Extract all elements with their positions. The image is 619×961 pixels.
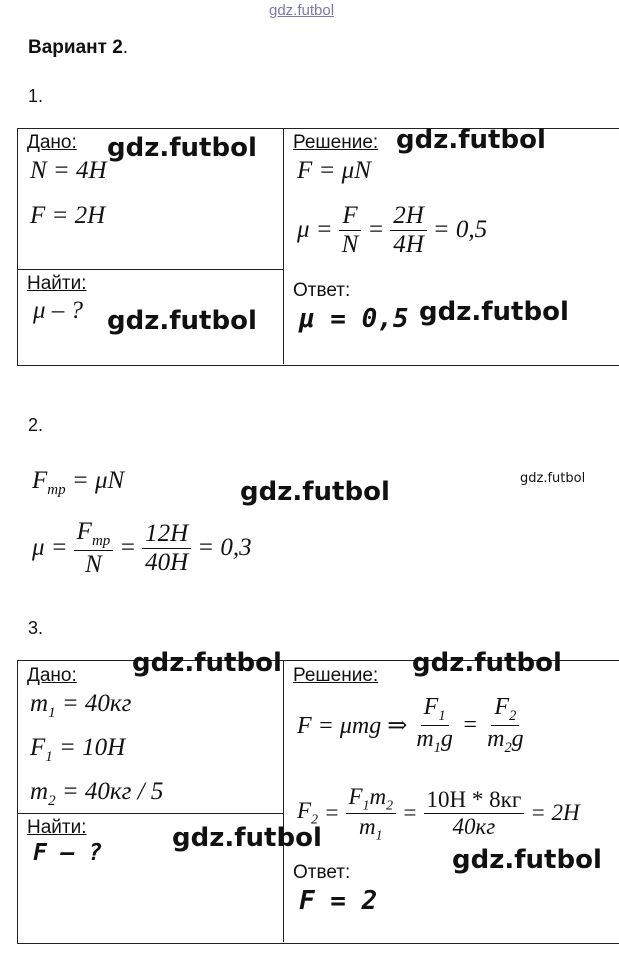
task3-eq1-frac2-num: [491, 694, 519, 726]
task3-given-m1-sub: 1: [48, 705, 56, 721]
task1-formula: F = μN: [297, 157, 371, 184]
watermark-top: gdz.futbol: [269, 2, 335, 19]
task2-frac1-num-sub: mp: [91, 533, 111, 549]
task2-frac1: [74, 518, 114, 578]
task3-eq2-equals1: =: [323, 800, 340, 826]
task1-solution-header: Решение:: [293, 132, 379, 153]
task1-given-f: F = 2H: [30, 202, 106, 229]
task3-given-f1: [30, 734, 125, 766]
task1-given-header: Дано:: [27, 132, 77, 153]
task3-eq1-frac1-num-sub: 1: [438, 707, 446, 724]
task2-frac2-den: 40H: [145, 548, 189, 576]
task3-eq2-lhs-text: F: [297, 798, 312, 824]
task2-result: = 0,3: [197, 534, 252, 561]
task2-mu-lhs: μ =: [32, 534, 68, 561]
task3-eq1-frac2-den-tail: g: [511, 725, 524, 752]
task3-eq1-lhs: F = μmg ⇒: [297, 712, 408, 739]
watermark: gdz.futbol: [412, 648, 562, 678]
task3-eq1-frac1-den: [413, 726, 456, 757]
task1-frac1-den: N: [341, 230, 359, 258]
task3-given-m2-var: m: [30, 778, 49, 805]
task3-given-m2-rhs: = 40кг / 5: [61, 778, 164, 805]
task1-number: 1.: [28, 86, 44, 106]
task3-eq2-frac2: [424, 787, 525, 839]
task3-eq1: [297, 694, 527, 756]
watermark: gdz.futbol: [172, 823, 322, 853]
variant-title: [28, 37, 128, 59]
task2-formula-lhs: F: [32, 467, 48, 494]
watermark: gdz.futbol: [419, 297, 569, 327]
task3-eq1-frac1-num: [421, 694, 449, 726]
task1-find-divider: [17, 269, 283, 270]
task3-number: 3.: [28, 618, 44, 638]
task2-equals: =: [119, 534, 137, 561]
task3-answer-header: Ответ:: [293, 862, 351, 883]
watermark-small: gdz.futbol: [520, 471, 586, 486]
variant-title-dot: .: [122, 37, 129, 58]
task1-frac1-num: F: [339, 202, 360, 231]
task2-frac1-den: N: [85, 550, 102, 578]
task1-frac2-num: 2H: [390, 202, 427, 231]
task1-given-n: N = 4H: [30, 157, 107, 184]
task1-answer: μ = 0,5: [299, 304, 409, 334]
watermark: gdz.futbol: [452, 845, 602, 875]
task3-given-f1-var: F: [30, 734, 46, 761]
task1-answer-header: Ответ:: [293, 280, 351, 301]
task3-given-m2-sub: 2: [48, 793, 56, 809]
task3-answer: F = 2: [299, 886, 378, 916]
task1-frac2-den: 4H: [393, 230, 424, 258]
task3-divider: [283, 660, 284, 942]
task3-eq2-equals2: =: [402, 800, 418, 826]
task1-frac1: [339, 202, 362, 258]
task3-eq2-frac1-num-m: m: [369, 784, 387, 809]
task2-mu-equation: [32, 518, 252, 578]
task1-find: μ – ?: [33, 297, 84, 324]
task2-formula-sub: mp: [47, 482, 66, 498]
task1-result: = 0,5: [432, 216, 488, 243]
task3-eq1-frac2-num-text: F: [494, 694, 510, 720]
task2-number: 2.: [28, 415, 44, 435]
task3-eq1-frac2-den-sub: 2: [504, 739, 512, 756]
task1-divider: [283, 128, 284, 364]
task2-formula-rhs: = μN: [71, 467, 125, 494]
task3-solution-header: Решение:: [293, 665, 379, 686]
task3-eq2-frac1-num-sub1: 1: [362, 797, 370, 813]
task3-eq1-frac1-den-text: m: [416, 725, 434, 752]
watermark: gdz.futbol: [132, 648, 282, 678]
task1-equals: =: [367, 216, 385, 243]
watermark: gdz.futbol: [107, 306, 257, 336]
task1-frac2: [390, 202, 427, 258]
task2-formula: [32, 467, 124, 499]
task3-find: F – ?: [33, 840, 103, 866]
watermark: gdz.futbol: [240, 477, 390, 507]
task1-mu-lhs: μ =: [297, 216, 333, 243]
task3-given-m2: [30, 778, 163, 810]
variant-title-text: Вариант 2: [28, 37, 123, 58]
task3-eq2-frac1-den: [356, 814, 386, 843]
task3-eq2-frac1-num: [346, 784, 397, 814]
task3-eq1-equals: =: [461, 711, 479, 738]
task3-given-m1-rhs: = 40кг: [61, 690, 132, 717]
task3-eq1-frac2-num-sub: 2: [509, 707, 517, 724]
task3-eq2-result: = 2H: [530, 800, 580, 826]
task3-eq2-frac1: [346, 784, 397, 843]
task3-eq1-frac1-den-sub: 1: [433, 739, 441, 756]
task1-mu-equation: [297, 202, 487, 258]
task3-given-header: Дано:: [27, 665, 77, 686]
task3-eq1-frac2: [484, 694, 527, 756]
task3-eq2: [297, 784, 580, 843]
task2-frac1-num-text: F: [76, 518, 92, 545]
task3-eq2-frac1-den-sub: 1: [375, 827, 383, 843]
task3-eq2-frac1-num-f: F: [348, 784, 363, 809]
task3-eq2-frac1-num-sub2: 2: [386, 797, 393, 813]
task3-eq1-frac2-den: [484, 726, 527, 757]
task3-eq1-frac1: [413, 694, 456, 756]
task3-given-m1: [30, 690, 131, 722]
task3-eq2-frac1-den-text: m: [358, 813, 376, 839]
task3-eq2-frac2-den: 40кг: [452, 813, 496, 839]
task1-find-header: Найти:: [27, 273, 87, 294]
watermark: gdz.futbol: [396, 125, 546, 155]
task3-eq2-frac2-num: 10H * 8кг: [424, 787, 525, 813]
task3-given-m1-var: m: [30, 690, 49, 717]
task2-frac2: [142, 520, 191, 576]
task2-frac1-num: [74, 518, 114, 551]
task3-eq1-frac1-num-text: F: [423, 694, 439, 720]
watermark: gdz.futbol: [107, 133, 257, 163]
task3-eq1-frac1-den-tail: g: [440, 725, 453, 752]
task2-frac2-num: 12H: [142, 520, 191, 549]
task3-given-f1-rhs: = 10H: [59, 734, 126, 761]
task3-given-f1-sub: 1: [45, 749, 53, 765]
task3-eq1-frac2-den-text: m: [487, 725, 505, 752]
task3-find-header: Найти:: [27, 817, 87, 838]
task3-eq2-lhs-sub: 2: [311, 812, 318, 828]
task3-find-divider: [17, 813, 283, 814]
